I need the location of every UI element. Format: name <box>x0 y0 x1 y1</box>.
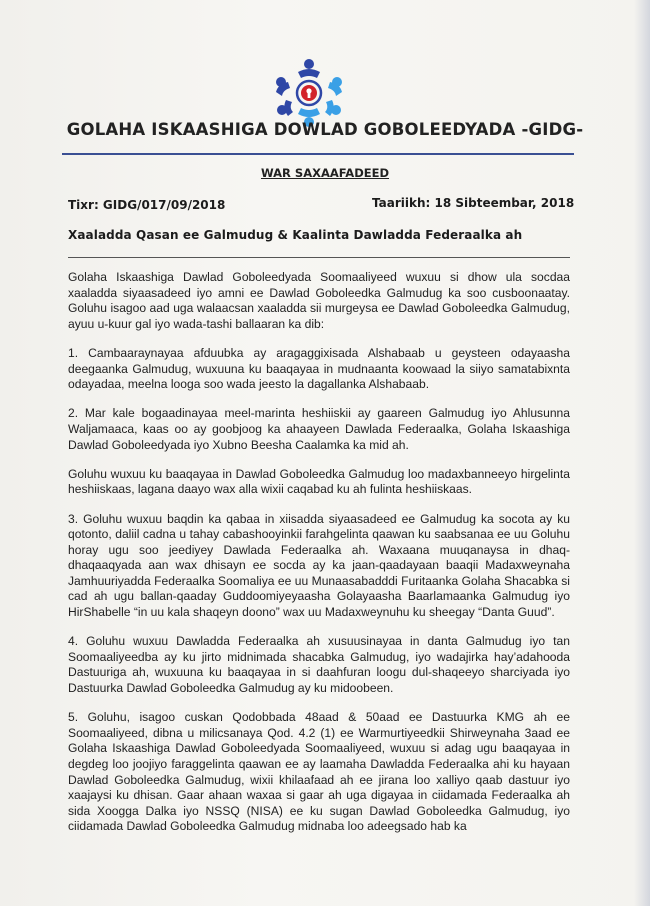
body-text <box>68 270 570 849</box>
subject-divider <box>68 257 570 258</box>
body-paragraph-4: 4. Goluhu wuxuu Dawladda Federaalka ah xusuusinayaa in danta Galmudug iyo tan Soomaaliyeedba ay ku jirto midnimada shacabka Galmudug, iyo wadajirka hay’adahooda Dastuuriga ah, wuxuuna ku baaqayaa in si daahfuran loogu dul-shaqeeyo sharciyada iyo Dastuurka Dawlad Goboleedka Galmudug ay ku midoobeen. <box>68 634 570 696</box>
document-date: Taariikh: 18 Sibteembar, 2018 <box>372 196 575 210</box>
subject-line: Xaaladda Qasan ee Galmudug & Kaalinta Dawladda Federaalka ah <box>68 228 523 242</box>
body-paragraph-2: 2. Mar kale bogaadinayaa meel-marinta heshiiskii ay gaareen Galmudug iyo Ahlusunna Waljamaaca, kaas oo ay goobjoog ka ahaayeen Dawlada Federaalka, Golaha Iskaashiga Dawlad Goboleedyada iyo Xubno Beesha Caalamka ka mid ah. <box>68 406 570 452</box>
body-paragraph-1: 1. Cambaaraynayaa afduubka ay aragaggixisada Alshabaab u geysteen odayaasha deegaanka Galmudug, wuxuuna ku baaqayaa in mudnaanta koowaad la siiyo samatabixnta odayadaa, meelna looga soo wada jeesto la dagallanka Alshabaab. <box>68 345 570 392</box>
council-emblem-icon <box>268 56 350 128</box>
body-paragraph-2b: Goluhu wuxuu ku baaqayaa in Dawlad Goboleedka Galmudug loo madaxbanneeyo hirgelinta heshiiskaas, lagana daayo wax alla wixii caqabad ku ah fulinta heshiiskaas. <box>68 466 570 497</box>
body-paragraph-intro: Golaha Iskaashiga Dawlad Goboleedyada Soomaaliyeed wuxuu si dhow ula socdaa xaaladda siyaasadeed iyo amni ee Dawlad Goboleedka Galmudug ka soo cusboonaatay. Goluhu isagoo aad uga walaacsan xaaladda sii murgeysa ee Dawlad Goboleedka Galmudug, ayuu u-kuur gal iyo wada-tashi ballaaran ka dib: <box>68 270 570 331</box>
organization-title: GOLAHA ISKAASHIGA DOWLAD GOBOLEEDYADA -GIDG- <box>66 120 584 139</box>
body-paragraph-5: 5. Goluhu, isagoo cuskan Qodobbada 48aad & 50aad ee Dastuurka KMG ah ee Soomaaliyeed, dibna u milicsanaya Qod. 4.2 (1) ee Warmurtiyeedkii Shirweynaha 3aad ee Golaha Iskaashiga Dawlad Goboleedyada Soomaaliyeed, wuxuu si adag ugu baaqayaa in degdeg loo joojiyo faraggelinta qaawan ee ay laamaha Dawladda Federaalka ahi ku hayaan Dawlad Goboleedka Galmudug, wixii khilaafaad ah ee jirana loo xalliyo qaab dastuur iyo xaajaysi ku dhisan. Gaar ahaan waxaa si gaar ah uga digayaa in ciidamada Federaalka ah sida Xoogga Dalka iyo NSSQ (NISA) ee ku sugan Dawlad Goboleedka Galmudug, iyo ciidamada Dawlad Goboleedka Galmudug midnaba loo adeegsado hab ka <box>68 710 570 834</box>
reference-number: Tixr: GIDG/017/09/2018 <box>68 198 226 212</box>
press-release-label: WAR SAXAAFADEED <box>260 166 390 180</box>
header-divider <box>62 153 574 155</box>
body-paragraph-3: 3. Goluhu wuxuu baqdin ka qabaa in xiisadda siyaasadeed ee Galmudug ka socota ay ku qotonto, daliil cadna u tahay cabashooyinkii farahgelinta qaawan ku saabsanaa ee uu Goluhu horay ugu soo jeediyey Dawlada Federaalka ah. Waxaana muuqanaysa in dhaq-dhaqaaqyada aan wax dhisayn ee socda ay ka jaan-qaadayaan baaqii Madaxweynaha Jamhuuriyadda Federaalka Soomaliya ee uu Munaasabadddi Furitaanka Golaha Shacabka si cad ah ugu ballan-qaaday Guddoomiyeyaasha Golayaasha Baarlamaanka Galmudug iyo HirShabelle “in uu kala shaqeyn doono” wax uu Madaxweynuhu ku sheegay “Danta Guud”. <box>68 511 570 620</box>
